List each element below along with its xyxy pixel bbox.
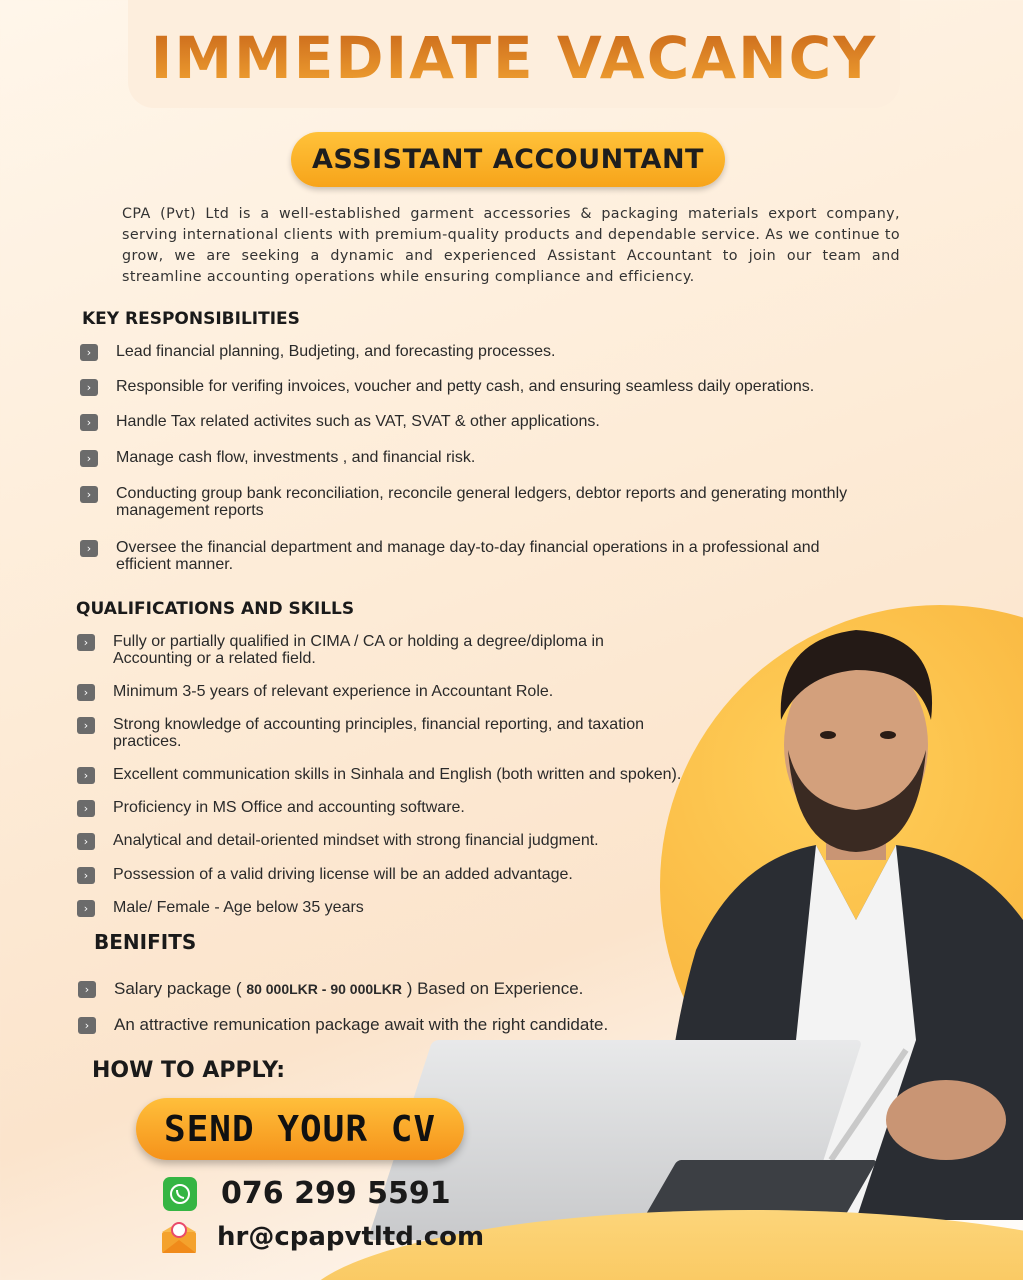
chevron-right-icon: › bbox=[78, 981, 96, 998]
chevron-right-icon: › bbox=[80, 540, 98, 557]
chevron-right-icon: › bbox=[77, 867, 95, 884]
responsibilities-heading: KEY RESPONSIBILITIES bbox=[82, 309, 300, 329]
job-role-badge: ASSISTANT ACCOUNTANT bbox=[291, 132, 725, 187]
chevron-right-icon: › bbox=[77, 900, 95, 917]
chevron-right-icon: › bbox=[80, 379, 98, 396]
list-item: › Handle Tax related activites such as VAT, SVAT & other applications. bbox=[80, 413, 900, 431]
chevron-right-icon: › bbox=[77, 800, 95, 817]
email-address: hr@cpapvtltd.com bbox=[217, 1222, 485, 1252]
list-item: › Minimum 3-5 years of relevant experience in Accountant Role. bbox=[77, 683, 677, 701]
send-cv-button[interactable]: SEND YOUR CV bbox=[136, 1098, 464, 1160]
list-item: › Manage cash flow, investments , and financial risk. bbox=[80, 449, 900, 467]
chevron-right-icon: › bbox=[80, 344, 98, 361]
chevron-right-icon: › bbox=[77, 684, 95, 701]
chevron-right-icon: › bbox=[80, 486, 98, 503]
list-item: › Conducting group bank reconciliation, reconcile general ledgers, debtor reports and generating monthly management reports bbox=[80, 485, 880, 519]
page-title: IMMEDIATE VACANCY bbox=[128, 24, 900, 92]
list-item: › Strong knowledge of accounting principles, financial reporting, and taxation practices. bbox=[77, 716, 697, 750]
chevron-right-icon: › bbox=[78, 1017, 96, 1034]
email-icon bbox=[161, 1220, 197, 1254]
title-banner bbox=[128, 0, 900, 108]
salary-range: 80 000LKR - 90 000LKR bbox=[246, 981, 402, 997]
phone-contact[interactable] bbox=[163, 1176, 451, 1211]
chevron-right-icon: › bbox=[77, 634, 95, 651]
benefits-heading: BENIFITS bbox=[94, 930, 197, 954]
list-item: › Responsible for verifing invoices, voucher and petty cash, and ensuring seamless daily operations. bbox=[80, 378, 900, 396]
list-item: › Excellent communication skills in Sinhala and English (both written and spoken). bbox=[77, 766, 737, 784]
list-item: › An attractive remunication package await with the right candidate. bbox=[78, 1016, 678, 1034]
list-item bbox=[78, 980, 678, 998]
whatsapp-icon bbox=[163, 1177, 197, 1211]
list-item: › Fully or partially qualified in CIMA / CA or holding a degree/diploma in Accounting or a related field. bbox=[77, 633, 677, 667]
list-item: › Possession of a valid driving license will be an added advantage. bbox=[77, 866, 697, 884]
list-item: › Oversee the financial department and manage day-to-day financial operations in a professional and efficient manner. bbox=[80, 539, 870, 573]
list-item: › Lead financial planning, Budjeting, and forecasting processes. bbox=[80, 343, 900, 361]
chevron-right-icon: › bbox=[80, 414, 98, 431]
apply-heading: HOW TO APPLY: bbox=[92, 1058, 286, 1083]
list-item: › Proficiency in MS Office and accounting software. bbox=[77, 799, 697, 817]
phone-number: 076 299 5591 bbox=[221, 1176, 451, 1211]
chevron-right-icon: › bbox=[77, 767, 95, 784]
list-item: › Analytical and detail-oriented mindset with strong financial judgment. bbox=[77, 832, 697, 850]
list-item: › Male/ Female - Age below 35 years bbox=[77, 899, 697, 917]
chevron-right-icon: › bbox=[77, 833, 95, 850]
email-contact[interactable] bbox=[161, 1220, 484, 1254]
company-intro: CPA (Pvt) Ltd is a well-established garment accessories & packaging materials export company, serving international clients with premium-quality products and dependable service. As we continue to grow, we are seeking a dynamic and experienced Assistant Accountant to join our team and streamline accounting operations while ensuring compliance and efficiency. bbox=[122, 206, 900, 285]
chevron-right-icon: › bbox=[77, 717, 95, 734]
salary-prefix: Salary package ( bbox=[114, 979, 242, 998]
qualifications-heading: QUALIFICATIONS AND SKILLS bbox=[76, 599, 355, 619]
chevron-right-icon: › bbox=[80, 450, 98, 467]
salary-suffix: ) Based on Experience. bbox=[406, 979, 584, 998]
